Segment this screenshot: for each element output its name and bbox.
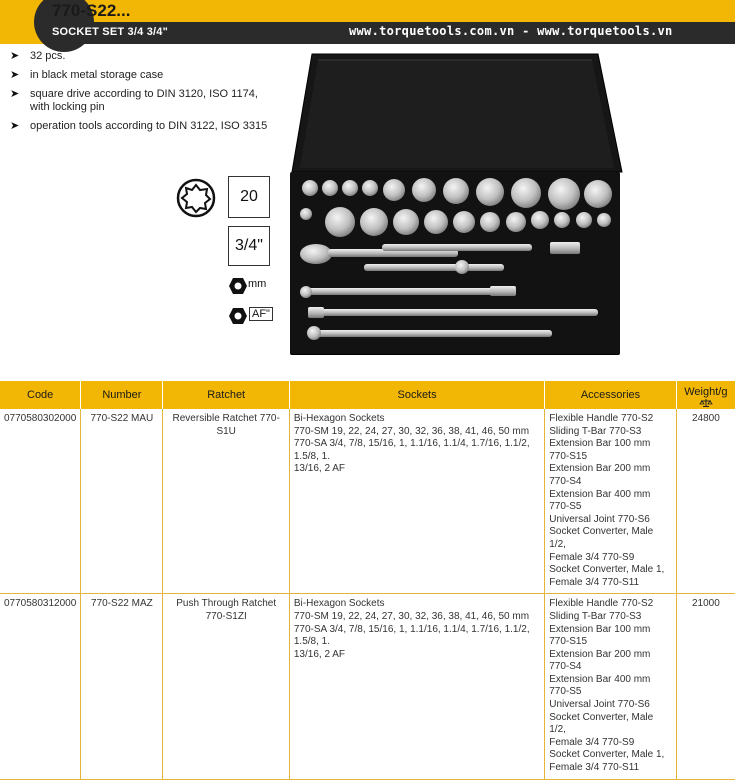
accessory-line: Sliding T-Bar 770-S3 [549, 610, 642, 622]
header-weight [676, 381, 735, 409]
socket-line: 13/16, 2 AF [293, 648, 346, 660]
accessory-line: Extension Bar 400 mm 770-S5 [549, 488, 651, 513]
feature-item [10, 88, 270, 114]
ratchet-tool [300, 242, 580, 274]
accessory-line: Female 3/4 770-S9 [549, 736, 635, 748]
extension-bars [300, 286, 598, 340]
accessory-line: Extension Bar 200 mm 770-S4 [549, 648, 651, 673]
website-banner: www.torquetools.com.vn - www.torquetools.vn [349, 24, 673, 38]
imperial-unit-label: AF" [249, 307, 273, 321]
header-accent-strip [44, 0, 735, 22]
accessory-line: Socket Converter, Male 1/2, [549, 711, 654, 736]
header-weight-label: Weight/g [684, 385, 728, 398]
cell-code: 0770580312000 [0, 594, 81, 779]
feature-list [10, 50, 270, 139]
cell-number: 770-S22 MAZ [81, 594, 163, 779]
accessory-line: Socket Converter, Male 1, [549, 749, 665, 761]
feature-text: operation tools according to DIN 3122, ISO 3315 [30, 120, 268, 132]
header-code: Code [0, 381, 81, 409]
drive-size-label: 3/4" [228, 226, 270, 266]
specification-table [0, 381, 735, 780]
socket-size-label: 20 [228, 176, 270, 218]
feature-item [10, 50, 270, 63]
socket-line: 770-SA 3/4, 7/8, 15/16, 1, 1.1/16, 1.1/4, 1.7/16, 1.1/2, 1.5/8, 1. [293, 438, 530, 462]
cell-ratchet: Push Through Ratchet 770-S1ZI [163, 594, 289, 779]
accessory-line: Flexible Handle 770-S2 [549, 413, 654, 424]
header-ratchet: Ratchet [163, 381, 289, 409]
table-row [0, 594, 735, 779]
socket-line: 770-SA 3/4, 7/8, 15/16, 1, 1.1/16, 1.1/4, 1.7/16, 1.1/2, 1.5/8, 1. [293, 623, 530, 648]
accessory-line: Female 3/4 770-S11 [549, 762, 640, 774]
accessory-line: Female 3/4 770-S9 [549, 551, 635, 563]
socket-set-image [290, 172, 620, 354]
accessory-line: Extension Bar 100 mm 770-S15 [549, 438, 651, 462]
socket-row-bottom [300, 207, 611, 237]
accessory-line: Extension Bar 400 mm 770-S5 [549, 673, 651, 698]
socket-line: Bi-Hexagon Sockets [293, 598, 385, 610]
accessory-line: Female 3/4 770-S11 [549, 576, 640, 588]
header-accessories: Accessories [545, 381, 676, 409]
feature-text: 32 pcs. [30, 50, 66, 62]
hex-nut-icon [228, 306, 248, 326]
arrow-bullet-icon: ➤ [10, 88, 20, 100]
accessory-line: Universal Joint 770-S6 [549, 513, 650, 525]
feature-item [10, 69, 270, 82]
scale-icon [700, 399, 712, 407]
accessory-line: Socket Converter, Male 1, [549, 564, 665, 576]
cell-sockets [289, 409, 544, 594]
socket-line: Bi-Hexagon Sockets [293, 413, 385, 424]
cell-code: 0770580302000 [0, 409, 81, 594]
cell-ratchet: Reversible Ratchet 770-S1U [163, 409, 289, 594]
imperial-unit-badge [228, 306, 272, 326]
cell-weight: 24800 [676, 409, 735, 594]
feature-text: square drive according to DIN 3120, ISO 1174, with locking pin [30, 88, 258, 113]
accessory-line: Socket Converter, Male 1/2, [549, 526, 654, 550]
accessory-line: Flexible Handle 770-S2 [549, 598, 654, 610]
accessory-line: Extension Bar 100 mm 770-S15 [549, 623, 651, 648]
storage-case-lid [282, 52, 628, 174]
arrow-bullet-icon: ➤ [10, 69, 20, 81]
socket-line: 770-SM 19, 22, 24, 27, 30, 32, 36, 38, 41, 46, 50 mm [293, 425, 530, 437]
socket-row-top [302, 178, 612, 210]
accessory-line: Universal Joint 770-S6 [549, 699, 650, 711]
socket-line: 13/16, 2 AF [293, 463, 346, 475]
storage-case-tray [290, 172, 620, 354]
arrow-bullet-icon: ➤ [10, 120, 20, 132]
arrow-bullet-icon: ➤ [10, 50, 20, 62]
accessory-line: Extension Bar 200 mm 770-S4 [549, 463, 651, 487]
cell-number: 770-S22 MAU [81, 409, 163, 594]
product-title: 770-S22... [52, 1, 131, 20]
metric-unit-label: mm [248, 278, 267, 290]
table-header-row [0, 381, 735, 409]
metric-unit-badge [228, 276, 272, 296]
header-sockets: Sockets [289, 381, 544, 409]
product-subtitle: SOCKET SET 3/4 3/4" [52, 26, 168, 38]
cell-weight: 21000 [676, 594, 735, 779]
feature-item [10, 120, 270, 133]
header-number: Number [81, 381, 163, 409]
cell-accessories [545, 409, 676, 594]
hex-nut-icon [228, 276, 248, 296]
bi-hexagon-socket-icon [176, 178, 216, 218]
header-bar [0, 0, 735, 44]
cell-accessories [545, 594, 676, 779]
cell-sockets [289, 594, 544, 779]
feature-text: in black metal storage case [30, 69, 164, 81]
socket-line: 770-SM 19, 22, 24, 27, 30, 32, 36, 38, 41, 46, 50 mm [293, 610, 530, 622]
table-row [0, 409, 735, 594]
accessory-line: Sliding T-Bar 770-S3 [549, 425, 642, 437]
